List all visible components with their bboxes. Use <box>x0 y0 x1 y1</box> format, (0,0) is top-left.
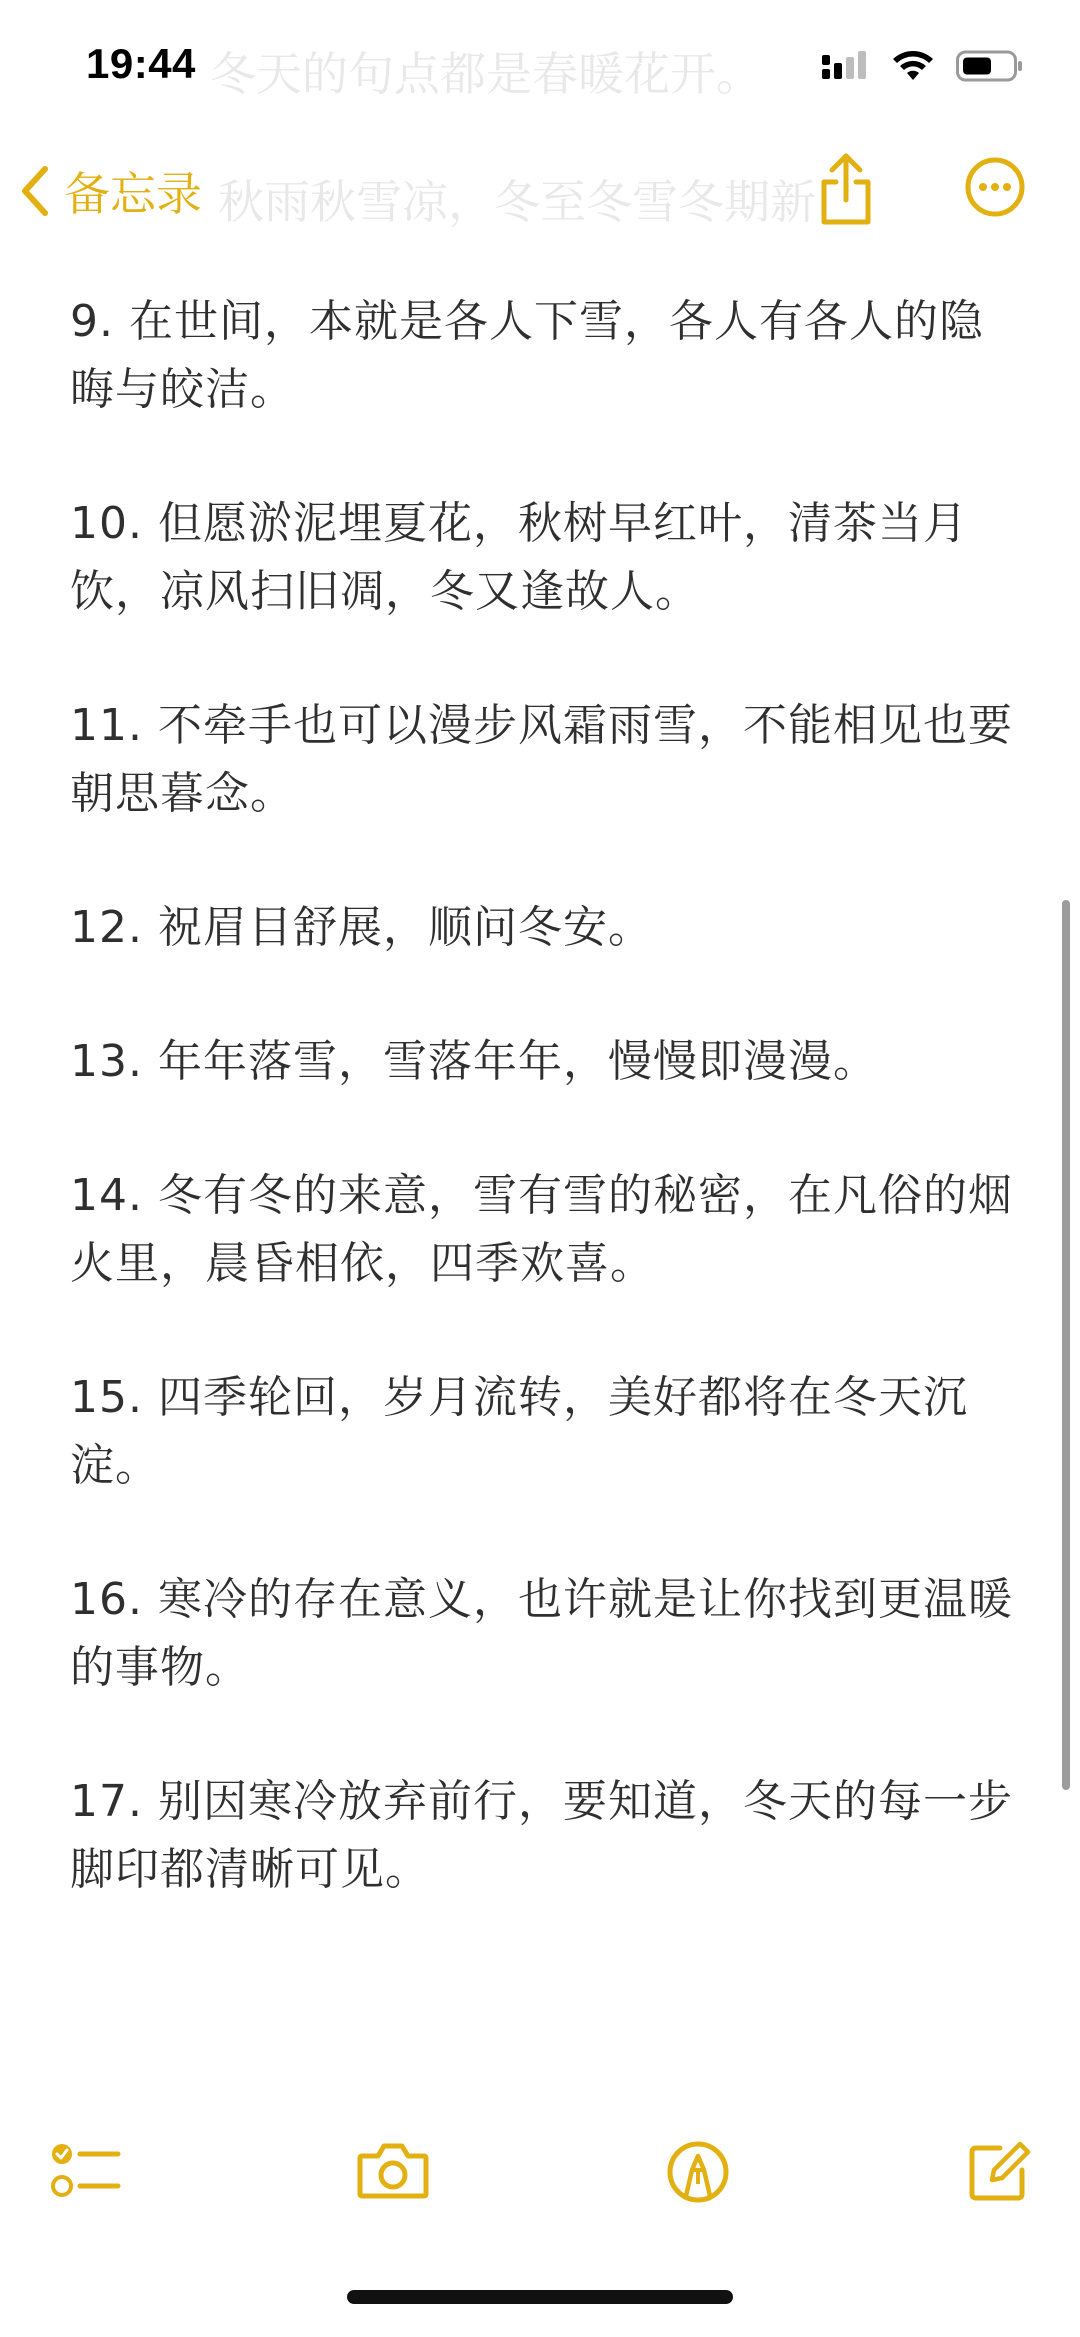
note-item-12: 12. 祝眉目舒展，顺问冬安。 <box>70 902 653 953</box>
more-icon[interactable] <box>964 156 1026 218</box>
cellular-signal-icon <box>822 51 870 81</box>
share-icon[interactable] <box>816 150 876 230</box>
note-item-10: 10. 但愿淤泥埋夏花，秋树早红叶，清茶当月饮，凉风扫旧凋，冬又逢故人。 <box>70 498 968 617</box>
ghost-text-top: 冬天的句点都是春暖花开。 <box>210 47 762 101</box>
checklist-icon[interactable] <box>50 2140 122 2204</box>
note-item-17: 17. 别因寒冷放弃前行，要知道，冬天的每一步脚印都清晰可见。 <box>70 1776 1013 1895</box>
bottom-toolbar <box>0 2130 1080 2230</box>
back-button-label: 备忘录 <box>64 167 202 221</box>
note-body[interactable] <box>70 288 1020 1970</box>
status-icons <box>822 50 1024 82</box>
ghost-text-nav: 秋雨秋雪凉，冬至冬雪冬期新 <box>218 175 816 229</box>
navigation-bar <box>0 140 1080 250</box>
note-item-11: 11. 不牵手也可以漫步风霜雨雪，不能相见也要朝思暮念。 <box>70 700 1013 819</box>
note-item-9: 9. 在世间，本就是各人下雪，各人有各人的隐晦与皎洁。 <box>70 296 984 415</box>
battery-icon <box>956 50 1024 82</box>
chevron-left-icon <box>20 165 50 217</box>
back-button[interactable] <box>20 158 202 224</box>
wifi-icon <box>892 50 934 82</box>
scrollbar[interactable] <box>1062 900 1070 1790</box>
note-item-16: 16. 寒冷的存在意义，也许就是让你找到更温暖的事物。 <box>70 1574 1013 1693</box>
status-time: 19:44 <box>86 40 196 87</box>
status-bar <box>0 0 1080 140</box>
note-item-13: 13. 年年落雪，雪落年年，慢慢即漫漫。 <box>70 1036 878 1087</box>
camera-icon[interactable] <box>356 2140 430 2202</box>
home-indicator[interactable] <box>347 2290 733 2304</box>
note-item-15: 15. 四季轮回，岁月流转，美好都将在冬天沉淀。 <box>70 1372 968 1491</box>
note-item-14: 14. 冬有冬的来意，雪有雪的秘密，在凡俗的烟火里，晨昏相依，四季欢喜。 <box>70 1170 1013 1289</box>
compose-icon[interactable] <box>966 2140 1032 2204</box>
markup-pen-icon[interactable] <box>666 2140 730 2204</box>
